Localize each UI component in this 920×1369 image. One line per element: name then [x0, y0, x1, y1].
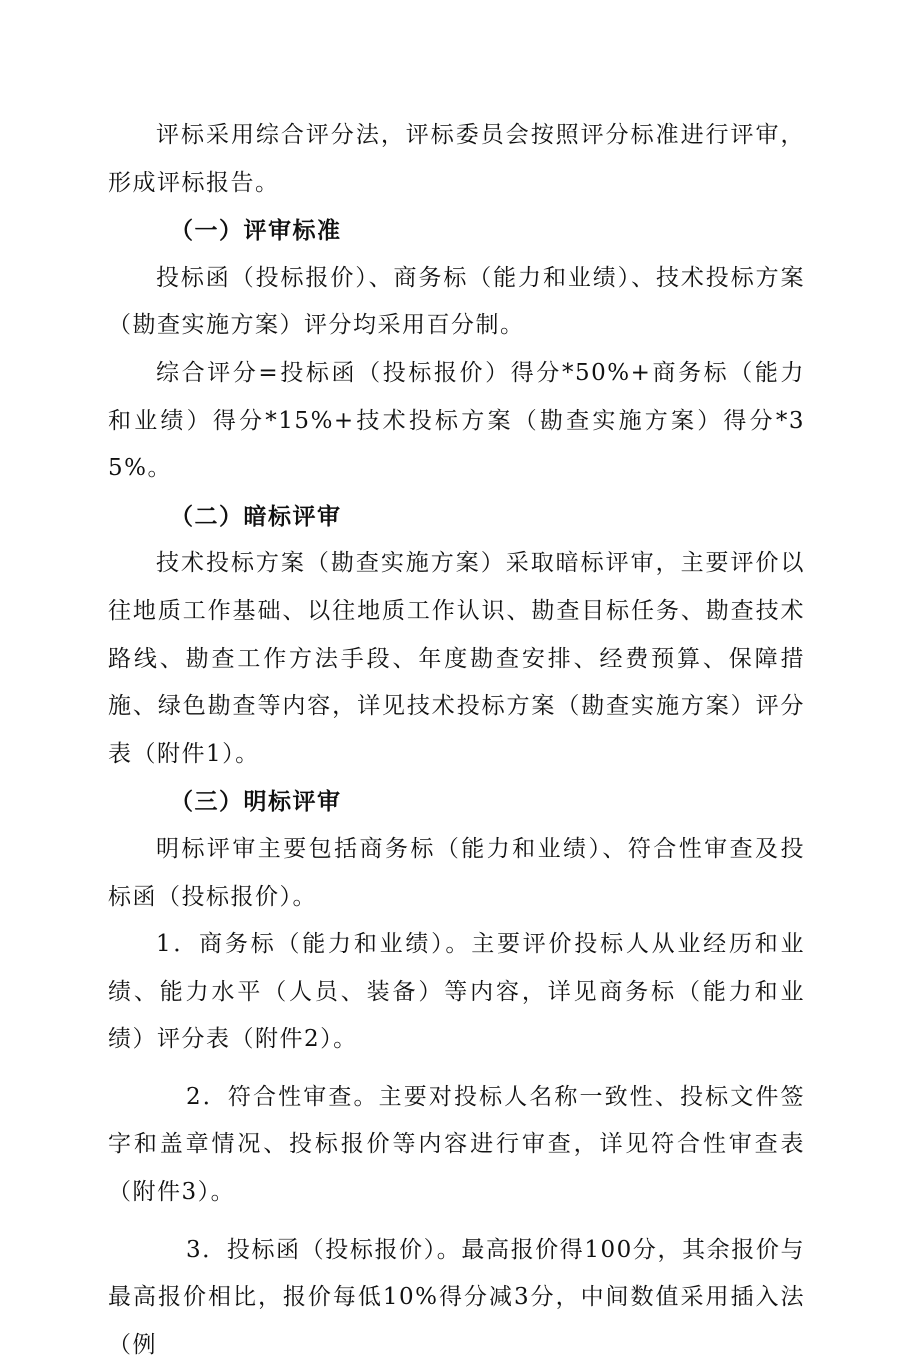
intro-paragraph: 评标采用综合评分法，评标委员会按照评分标准进行评审，形成评标报告。 — [108, 122, 805, 196]
list-item-business-bid: 1．商务标（能力和业绩）。主要评价投标人从业经历和业绩、能力水平（人员、装备）等内容，详见商务标（能力和业绩）评分表（附件2）。 — [108, 931, 805, 1053]
scoring-system-paragraph: 投标函（投标报价）、商务标（能力和业绩）、技术投标方案（勘查实施方案）评分均采用百分制。 — [108, 264, 805, 339]
list-item-compliance-review: 2．符合性审查。主要对投标人名称一致性、投标文件签字和盖章情况、投标报价等内容进行审查，详见符合性审查表（附件3）。 — [108, 1083, 805, 1206]
section-heading-open-review: （三）明标评审 — [170, 788, 342, 816]
blind-review-paragraph: 技术投标方案（勘查实施方案）采取暗标评审，主要评价以往地质工作基础、以往地质工作认识、勘查目标任务、勘查技术路线、勘查工作方法手段、年度勘查安排、经费预算、保障措施、绿色勘查等内容，详见技术投标方案（勘查实施方案）评分表（附件1）。 — [108, 550, 805, 767]
list-item-bid-price: 3．投标函（投标报价）。最高报价得100分，其余报价与最高报价相比，报价每低10%得分减3分，中间数值采用插入法（例 — [108, 1236, 805, 1358]
section-heading-blind-review: （二）暗标评审 — [170, 502, 342, 530]
open-review-paragraph: 明标评审主要包括商务标（能力和业绩）、符合性审查及投标函（投标报价）。 — [108, 835, 805, 910]
composite-score-formula: 综合评分=投标函（投标报价）得分*50%+商务标（能力和业绩）得分*15%+技术投标方案（勘查实施方案）得分*35%。 — [108, 359, 805, 482]
section-heading-evaluation-standard: （一）评审标准 — [170, 217, 342, 245]
document-body — [108, 112, 805, 1369]
